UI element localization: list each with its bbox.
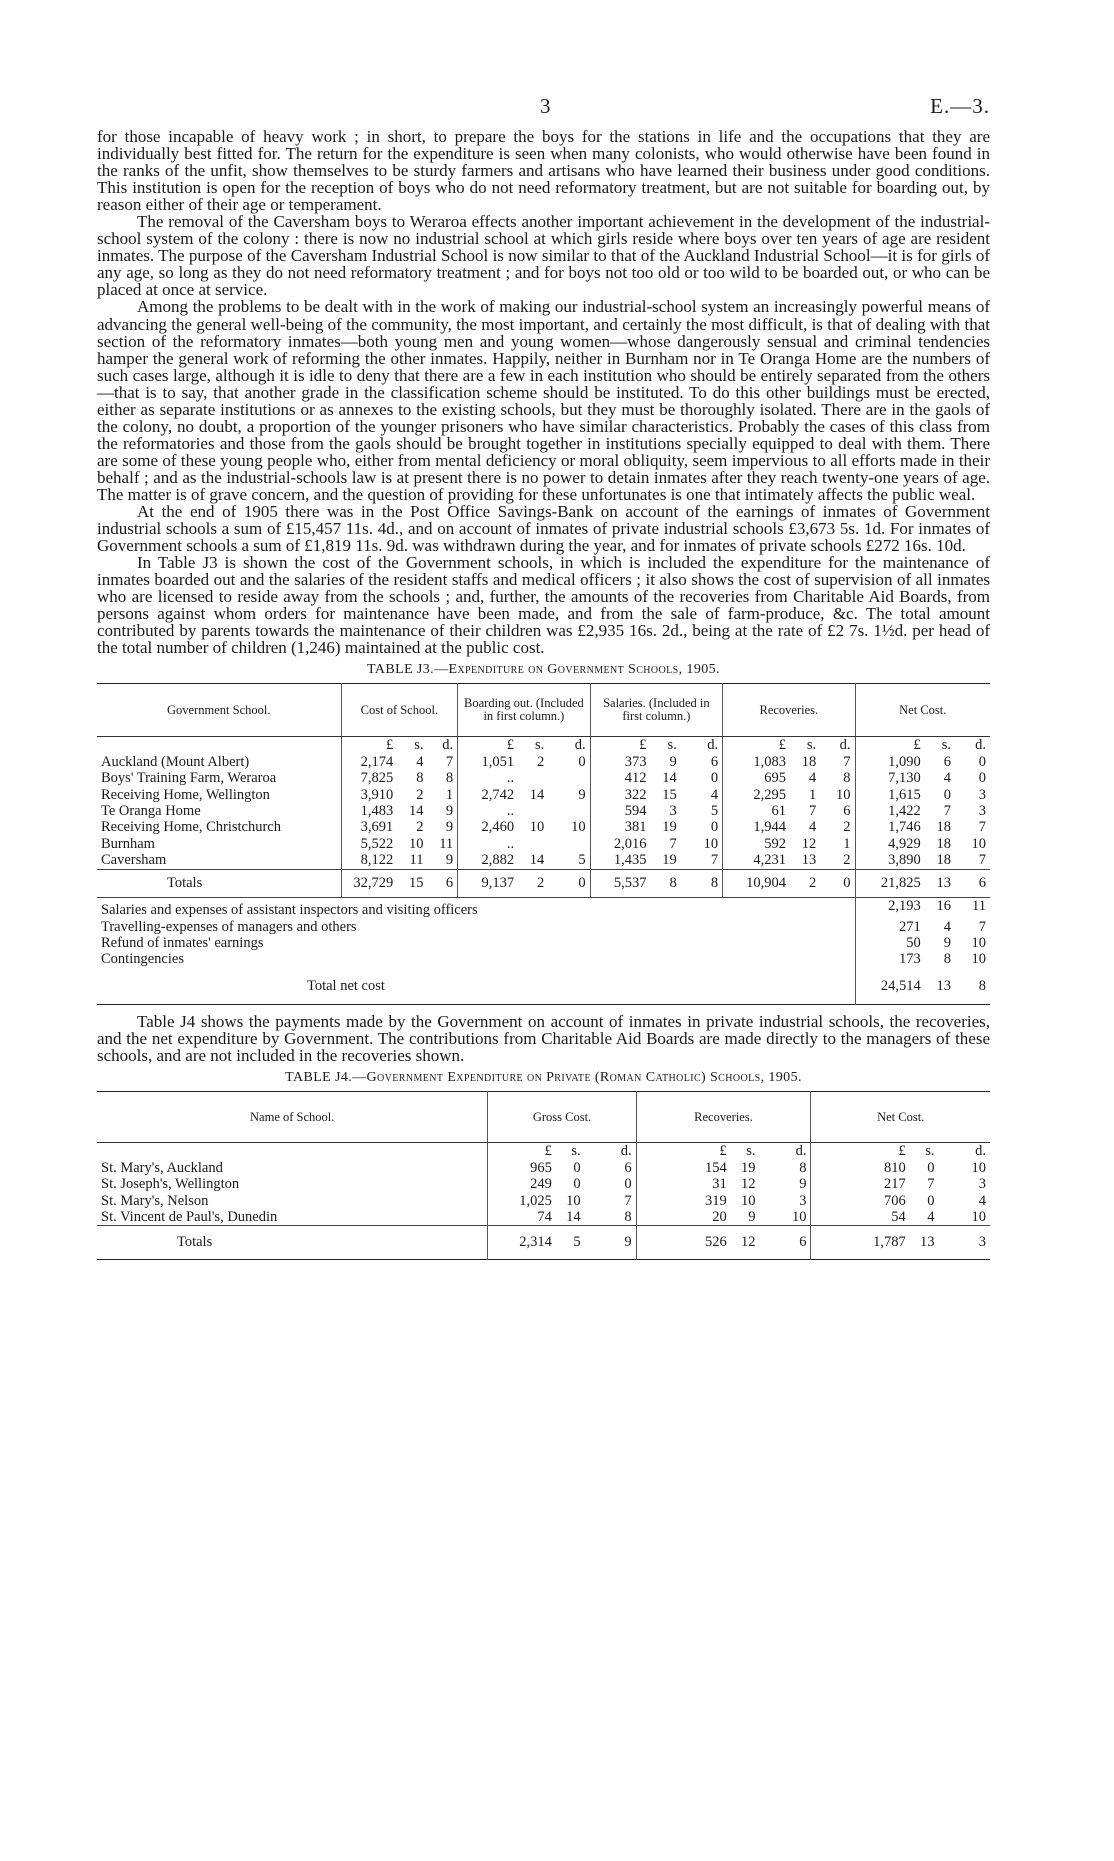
money-cell: 526 (636, 1226, 731, 1259)
money-cell: 0 (943, 786, 951, 803)
table-row (97, 852, 990, 869)
table-j3-caption (97, 662, 990, 678)
money-cell: 6 (843, 803, 851, 820)
column-header: Name of School. (97, 1092, 488, 1143)
money-cell: 6 (943, 753, 951, 770)
money-cell: 173 (855, 951, 925, 967)
money-cell: 18 (801, 753, 817, 770)
money-cell: 10 (836, 786, 851, 803)
money-cell: 32,729 (341, 869, 397, 897)
money-cell: 8,122 (341, 852, 397, 869)
column-header: Salaries. (Included in first column.) (590, 684, 722, 737)
units-row (97, 1143, 990, 1160)
table-j3-caption-prefix: TABLE J3.— (367, 662, 449, 678)
money-cell: 13 (936, 977, 951, 994)
money-cell: 1 (808, 786, 817, 803)
table-row (97, 1193, 990, 1209)
money-cell: 7 (669, 835, 677, 852)
money-cell: 0 (820, 869, 855, 897)
money-cell: 7 (445, 753, 454, 770)
money-cell: 0 (978, 753, 986, 770)
document-page (97, 88, 990, 1260)
money-cell: 965 (488, 1160, 556, 1176)
money-cell (548, 803, 590, 819)
money-cell: 12 (731, 1226, 760, 1259)
money-cell: 10 (971, 934, 986, 951)
school-name: St. Mary's, Nelson (101, 1192, 209, 1209)
money-cell: 2 (518, 869, 548, 897)
money-cell: 9 (748, 1208, 756, 1225)
table-row (97, 754, 990, 770)
money-cell: 10 (566, 1192, 581, 1209)
money-cell: 0 (624, 1176, 632, 1193)
money-cell: 4 (808, 819, 817, 836)
column-header: Recoveries. (723, 684, 855, 737)
money-cell: 1 (843, 835, 851, 852)
money-cell: 31 (636, 1176, 731, 1192)
money-cell: 19 (662, 819, 677, 836)
money-cell: 6 (427, 869, 457, 897)
unit-label: £ (811, 1143, 910, 1160)
money-cell: .. (458, 836, 518, 852)
money-cell (518, 770, 548, 786)
money-cell: 0 (978, 770, 986, 787)
money-cell: 14 (566, 1208, 581, 1225)
totals-label: Totals (97, 869, 341, 897)
money-cell: 0 (927, 1192, 935, 1209)
money-cell: 4 (927, 1208, 935, 1225)
table-row (97, 951, 990, 967)
money-cell: 2 (416, 786, 424, 803)
money-cell: 7,825 (341, 770, 397, 786)
money-cell: 1,090 (855, 754, 925, 770)
totals-row (97, 869, 990, 897)
money-cell (548, 836, 590, 852)
money-cell: 154 (636, 1160, 731, 1176)
money-cell: 13 (925, 869, 955, 897)
money-cell: 1,435 (590, 852, 650, 869)
money-cell: 706 (811, 1193, 910, 1209)
money-cell: 1,025 (488, 1193, 556, 1209)
school-name: Caversham (101, 852, 167, 869)
money-cell: 50 (855, 935, 925, 951)
unit-label: d. (975, 737, 986, 754)
totals-row (97, 1226, 990, 1259)
money-cell: 1,944 (723, 819, 790, 835)
money-cell: 592 (723, 836, 790, 852)
money-cell: .. (458, 770, 518, 786)
column-header: Government School. (97, 684, 341, 737)
column-header: Boarding out. (Included in first column.) (458, 684, 590, 737)
money-cell: 0 (573, 1159, 581, 1176)
money-cell: 9 (578, 786, 586, 803)
money-cell: 11 (409, 852, 424, 869)
money-cell: 10 (571, 819, 586, 836)
money-cell: 2,742 (458, 787, 518, 803)
money-cell: 12 (741, 1176, 756, 1193)
money-cell: 9 (669, 753, 677, 770)
money-cell: 6 (710, 753, 719, 770)
money-cell: 8 (943, 951, 951, 968)
money-cell: 15 (662, 786, 677, 803)
table-row (97, 836, 990, 852)
table-row (97, 787, 990, 803)
school-name: Receiving Home, Wellington (101, 786, 270, 803)
money-cell: 5 (556, 1226, 585, 1259)
paragraph: for those incapable of heavy work ; in short, to prepare the boys for the stations in life and the occupations that they are individually best fitted for. The return for the expenditure is seen when many colonists, who would otherwise have been found in the ranks of the unfit, show themselves to be sturdy farmers and artisans who have learned their business under good conditions. This institution is open for the reception of boys who do not need reformatory treatment, but are not suitable for boarding out, by reason either of their age or temperament. (97, 127, 990, 215)
money-cell: 249 (488, 1176, 556, 1192)
money-cell: 8 (843, 770, 851, 787)
money-cell: 7 (978, 852, 986, 869)
unit-label: s. (806, 737, 817, 754)
table-j4-caption-prefix: TABLE J4.— (285, 1070, 367, 1086)
money-cell: 10 (703, 835, 719, 852)
money-cell: 14 (662, 770, 677, 787)
unit-label: £ (341, 737, 397, 754)
money-cell: 4 (808, 770, 817, 787)
money-cell: 7 (978, 819, 986, 836)
money-cell: 14 (529, 786, 545, 803)
expense-label: Salaries and expenses of assistant inspectors and visiting officers (97, 898, 855, 919)
money-cell: 4,929 (855, 836, 925, 852)
table-row (97, 1209, 990, 1226)
money-cell: 4 (710, 786, 719, 803)
money-cell: 8 (445, 770, 454, 787)
money-cell (518, 836, 548, 852)
column-header: Net Cost. (811, 1092, 990, 1143)
unit-label: d. (620, 1143, 632, 1160)
money-cell: 9 (799, 1176, 807, 1193)
expense-label: Refund of inmates' earnings (101, 934, 264, 951)
money-cell: .. (458, 803, 518, 819)
money-cell: 1,787 (811, 1226, 910, 1259)
money-cell: 10 (971, 835, 986, 852)
money-cell: 10,904 (723, 869, 790, 897)
money-cell: 319 (636, 1193, 731, 1209)
money-cell: 18 (936, 852, 951, 869)
school-name: Receiving Home, Christchurch (101, 819, 281, 836)
unit-label: s. (746, 1143, 756, 1160)
money-cell: 8 (681, 869, 723, 897)
money-cell: 74 (488, 1209, 556, 1226)
money-cell: 7 (808, 803, 817, 820)
money-cell: 412 (590, 770, 650, 786)
table-row (97, 1160, 990, 1176)
money-cell: 18 (936, 835, 951, 852)
money-cell: 19 (741, 1159, 756, 1176)
money-cell: 4 (978, 1192, 986, 1209)
table-j3-caption-title: Expenditure on Government Schools, 1905. (448, 662, 720, 678)
money-cell: 0 (927, 1159, 935, 1176)
money-cell: 7 (943, 803, 951, 820)
money-cell: 9 (445, 852, 454, 869)
money-cell: 0 (710, 770, 719, 787)
expense-label: Travelling-expenses of managers and others (101, 918, 357, 935)
money-cell: 4,231 (723, 852, 790, 869)
money-cell: 2 (790, 869, 820, 897)
money-cell: 6 (955, 869, 990, 897)
unit-label: s. (941, 737, 951, 754)
table-j4-body (97, 1143, 990, 1259)
money-cell: 14 (529, 852, 545, 869)
unit-label: £ (723, 737, 790, 754)
unit-label: £ (488, 1143, 556, 1160)
table-j4-caption (97, 1070, 990, 1086)
money-cell: 373 (590, 754, 650, 770)
money-cell: 4 (943, 770, 951, 787)
money-cell: 2 (416, 819, 424, 836)
money-cell: 4 (416, 753, 424, 770)
money-cell: 1,746 (855, 819, 925, 835)
school-name: Boys' Training Farm, Weraroa (101, 770, 277, 787)
unit-label: d. (442, 737, 454, 754)
column-header: Recoveries. (636, 1092, 811, 1143)
money-cell: 6 (624, 1159, 632, 1176)
school-name: Auckland (Mount Albert) (101, 753, 250, 770)
money-cell: 21,825 (855, 869, 925, 897)
unit-label: £ (458, 737, 518, 754)
paragraph: The removal of the Caversham boys to Weraroa effects another important achievement in the development of the industrial-school system of the colony : there is now no industrial school at which girls reside where boys over ten years of age are resident inmates. The purpose of the Caversham Industrial School is now similar to that of the Auckland Industrial School—it is for girls of any age, so long as they do not need reformatory treatment ; and for boys not too old or too wild to be boarded out, or who can be placed at once at service. (97, 212, 990, 300)
total-net-row (97, 968, 990, 1005)
money-cell: 3 (669, 803, 677, 820)
money-cell: 2,295 (723, 787, 790, 803)
money-cell: 10 (741, 1192, 756, 1209)
empty-cell (97, 737, 341, 754)
table-row (97, 935, 990, 951)
unit-label: £ (636, 1143, 731, 1160)
expense-label: Contingencies (101, 951, 184, 968)
unit-label: s. (535, 737, 545, 754)
unit-label: s. (667, 737, 677, 754)
column-header: Net Cost. (855, 684, 990, 737)
money-cell: 0 (548, 869, 590, 897)
money-cell: 7 (843, 753, 851, 770)
money-cell: 0 (578, 753, 586, 770)
money-cell: 5 (578, 852, 586, 869)
money-cell: 2 (843, 852, 851, 869)
totals-label: Totals (97, 1226, 488, 1259)
money-cell: 20 (636, 1209, 731, 1226)
money-cell: 61 (723, 803, 790, 819)
money-cell: 10 (529, 819, 545, 836)
school-name: Te Oranga Home (101, 803, 201, 820)
total-net-label: Total net cost (307, 977, 385, 994)
money-cell: 13 (801, 852, 817, 869)
money-cell: 3 (978, 786, 986, 803)
money-cell: 3 (978, 803, 986, 820)
money-cell: 3,910 (341, 787, 397, 803)
money-cell: 7,130 (855, 770, 925, 786)
school-name: St. Joseph's, Wellington (101, 1176, 240, 1193)
money-cell: 271 (855, 919, 925, 935)
money-cell: 10 (971, 1159, 986, 1176)
money-cell: 8 (624, 1208, 632, 1225)
unit-label: £ (590, 737, 650, 754)
unit-label: d. (795, 1143, 807, 1160)
money-cell: 11 (439, 835, 454, 852)
money-cell: 1,422 (855, 803, 925, 819)
unit-label: d. (839, 737, 851, 754)
money-cell: 7 (927, 1176, 935, 1193)
money-cell: 7 (624, 1192, 632, 1209)
money-cell: 6 (760, 1226, 811, 1259)
money-cell: 10 (791, 1208, 807, 1225)
paragraph: Table J4 shows the payments made by the Government on account of inmates in private industrial schools, the recoveries, and the net expenditure by Government. The contributions from Charitable Aid Boards are made directly to the managers of these schools, and are not included in the recoveries shown. (97, 1012, 990, 1066)
money-cell: 2,314 (488, 1226, 556, 1259)
money-cell: 381 (590, 819, 650, 835)
unit-label: d. (707, 737, 719, 754)
money-cell: 3,691 (341, 819, 397, 835)
money-cell (518, 803, 548, 819)
units-row (97, 737, 990, 754)
money-cell: 5,537 (590, 869, 650, 897)
money-cell: 3 (799, 1192, 807, 1209)
money-cell: 4 (943, 918, 951, 935)
money-cell: 2,882 (458, 852, 518, 869)
money-cell: 10 (971, 1208, 986, 1225)
paragraph: At the end of 1905 there was in the Post Office Savings-Bank on account of the earnings of inmates of Government industrial schools a sum of £15,457 11s. 4d., and on account of inmates of private industrial schools £3,673 5s. 1d. For inmates of Government schools a sum of £1,819 11s. 9d. was withdrawn during the year, and for inmates of private schools £272 16s. 10d. (97, 502, 990, 556)
money-cell: 810 (811, 1160, 910, 1176)
money-cell: 18 (936, 819, 951, 836)
money-cell: 1,483 (341, 803, 397, 819)
column-header: Gross Cost. (488, 1092, 636, 1143)
table-j3 (97, 683, 990, 1005)
money-cell: 8 (978, 977, 986, 994)
money-cell: 9 (585, 1226, 636, 1259)
money-cell: 2,460 (458, 819, 518, 835)
page-number: 3 (540, 94, 551, 118)
money-cell: 0 (710, 819, 719, 836)
money-cell: 11 (955, 898, 990, 919)
money-cell: 19 (662, 852, 677, 869)
column-header: Cost of School. (341, 684, 458, 737)
unit-label: s. (571, 1143, 581, 1160)
table-j4-caption-title: Government Expenditure on Private (Roman Catholic) Schools, 1905. (366, 1070, 802, 1086)
unit-label: d. (574, 737, 586, 754)
page-header (97, 88, 990, 128)
money-cell: 9 (445, 819, 454, 836)
money-cell: 2,016 (590, 836, 650, 852)
document-reference: E.—3. (930, 94, 990, 118)
table-row (97, 803, 990, 819)
money-cell: 5 (710, 803, 719, 820)
money-cell: 9 (445, 803, 454, 820)
unit-label: s. (414, 737, 424, 754)
money-cell: 3 (938, 1226, 990, 1259)
money-cell: 13 (910, 1226, 939, 1259)
school-name: Burnham (101, 835, 155, 852)
money-cell: 1,083 (723, 754, 790, 770)
money-cell: 9,137 (458, 869, 518, 897)
money-cell: 1,051 (458, 754, 518, 770)
money-cell: 2 (537, 753, 545, 770)
money-cell: 24,514 (855, 968, 925, 1005)
table-row (97, 919, 990, 935)
money-cell: 15 (397, 869, 427, 897)
money-cell: 1,615 (855, 787, 925, 803)
school-name: St. Vincent de Paul's, Dunedin (101, 1208, 278, 1225)
money-cell: 54 (811, 1209, 910, 1226)
money-cell: 10 (971, 951, 986, 968)
money-cell: 2,174 (341, 754, 397, 770)
money-cell: 8 (651, 869, 681, 897)
table-row (97, 1176, 990, 1192)
money-cell: 217 (811, 1176, 910, 1192)
table-row (97, 819, 990, 835)
money-cell: 12 (801, 835, 817, 852)
money-cell: 8 (799, 1159, 807, 1176)
money-cell: 0 (573, 1176, 581, 1193)
paragraph: In Table J3 is shown the cost of the Government schools, in which is included the expenditure for the maintenance of inmates boarded out and the salaries of the resident staffs and medical officers ; it also shows the cost of supervision of all inmates who are licensed to reside away from the schools ; and, further, the amounts of the recoveries from Charitable Aid Boards, from persons against whom orders for maintenance have been made, and from the sale of farm-produce, &c. The total amount contributed by parents towards the maintenance of their children was £2,935 16s. 2d., being at the rate of £2 7s. 1½d. per head of the total number of children (1,246) maintained at the public cost. (97, 553, 990, 658)
money-cell: 7 (710, 852, 719, 869)
money-cell: 14 (408, 803, 424, 820)
money-cell: 1 (445, 786, 454, 803)
money-cell: 10 (408, 835, 424, 852)
money-cell: 2 (843, 819, 851, 836)
money-cell: 3,890 (855, 852, 925, 869)
money-cell: 2,193 (855, 898, 925, 919)
money-cell (548, 770, 590, 786)
table-j4 (97, 1091, 990, 1259)
unit-label: d. (975, 1143, 986, 1160)
school-name: St. Mary's, Auckland (101, 1159, 223, 1176)
table-row (97, 898, 990, 919)
table-j3-body (97, 737, 990, 1005)
money-cell: 16 (925, 898, 955, 919)
unit-label: s. (925, 1143, 935, 1160)
money-cell: 695 (723, 770, 790, 786)
unit-label: £ (855, 737, 925, 754)
empty-cell (97, 1143, 488, 1160)
money-cell: 594 (590, 803, 650, 819)
table-row (97, 770, 990, 786)
money-cell: 7 (978, 918, 986, 935)
money-cell: 9 (943, 934, 951, 951)
money-cell: 3 (978, 1176, 986, 1193)
paragraph: Among the problems to be dealt with in the work of making our industrial-school system an increasingly powerful means of advancing the general well-being of the community, the most important, and certainly the most difficult, is that of dealing with that section of the reformatory inmates—both young men and young women—whose dangerously sensual and criminal tendencies hamper the general work of reforming the other inmates. Happily, neither in Burnham nor in Te Oranga Home are the numbers of such cases large, although it is idle to deny that there are a few in each institution who should be entirely separated from the others—that is to say, that another grade in the classification scheme should be instituted. To do this other buildings must be erected, either as separate institutions or as annexes to the existing schools, but they must be thoroughly isolated. There are in the gaols of the colony, no doubt, a proportion of the younger prisoners who have similar characteristics. Probably the cases of this class from the reformatories and those from the gaols should be brought together in institutions specially equipped to deal with them. There are some of these young people who, either from mental deficiency or moral obliquity, seem impervious to all efforts made in their behalf ; and as the industrial-schools law is at present there is no power to detain inmates after they reach twenty-one years of age. The matter is of grave concern, and the question of providing for these unfortunates is one that intimately affects the public weal. (97, 297, 990, 504)
money-cell: 322 (590, 787, 650, 803)
money-cell: 8 (416, 770, 424, 787)
money-cell: 5,522 (341, 836, 397, 852)
